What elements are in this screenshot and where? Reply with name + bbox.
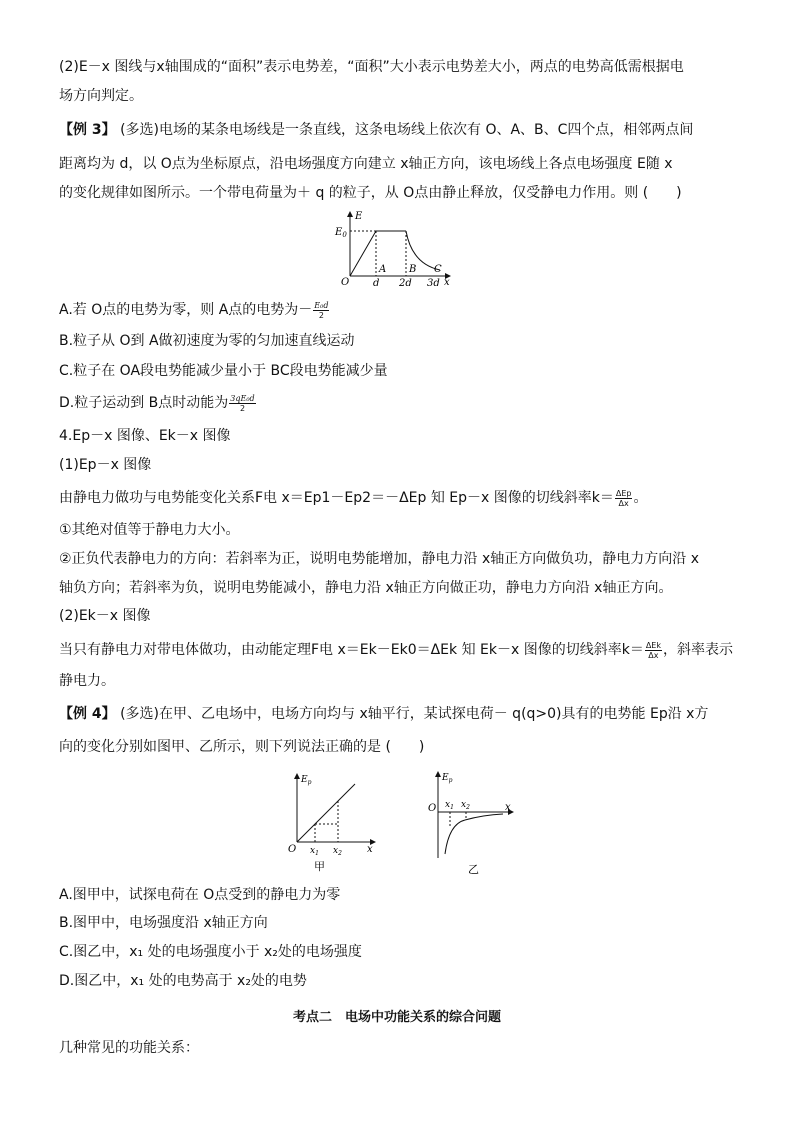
graph-e-x — [330, 208, 455, 288]
graph2-label-x: x — [367, 844, 373, 855]
graph1-label-b: B — [409, 264, 417, 275]
section-heading-kp2: 考点二 电场中功能关系的综合问题 — [292, 1010, 501, 1025]
section-4-1-point2-cont: 轴负方向；若斜率为负，说明电势能减小，静电力沿 x轴正方向做正功，静电力方向沿 x轴正方向。 — [59, 580, 673, 596]
option-a-fraction — [313, 301, 329, 320]
section-4-2-num: ΔEk — [645, 640, 661, 650]
section-4-2-heading: (2)Ek－x 图像 — [59, 608, 151, 624]
section-4-1-heading: (1)Ep－x 图像 — [59, 457, 152, 473]
example3-line3: 的变化规律如图所示。一个带电荷量为＋ q 的粒子，从 O点由静止释放，仅受静电力作用。则 ( ) — [59, 185, 682, 201]
section-4-2-fraction — [645, 641, 662, 660]
graph1-curve — [350, 231, 406, 276]
graph3-curve — [445, 814, 503, 854]
q4-option-a: A.图甲中，试探电荷在 O点受到的静电力为零 — [59, 887, 341, 903]
example3-tag: 【例 3】 — [59, 122, 116, 138]
q4-option-c: C.图乙中，x₁ 处的电场强度小于 x₂处的电场强度 — [59, 944, 362, 960]
section-4-2-para-cont: 静电力。 — [59, 673, 115, 689]
example3-text1: (多选)电场的某条电场线是一条直线，这条电场线上依次有 O、A、B、C四个点，相邻两点间 — [120, 122, 694, 138]
graph-jia — [285, 770, 380, 878]
graph1-label-d: d — [373, 278, 380, 288]
option-c: C.粒子在 OA段电势能减少量小于 BC段电势能减少量 — [59, 363, 388, 379]
section-4-1-point1: ①其绝对值等于静电力大小。 — [59, 522, 240, 538]
graph2-label-x2: $x_2$ — [333, 846, 342, 857]
q4-option-d: D.图乙中，x₁ 处的电势高于 x₂处的电势 — [59, 973, 307, 989]
section-4-1-end: 。 — [633, 490, 648, 506]
graph3-label-x2: $x_2$ — [461, 800, 470, 811]
section-4-heading: 4.Ep－x 图像、Ek－x 图像 — [59, 428, 231, 444]
example4-line1 — [59, 704, 708, 724]
option-b: B.粒子从 O到 A做初速度为零的匀加速直线运动 — [59, 333, 355, 349]
section-4-1-fraction — [615, 489, 633, 508]
graph1-label-e: E — [355, 211, 363, 222]
graph1-label-c: C — [434, 264, 442, 275]
option-d — [59, 393, 257, 413]
graph3-label-x1: $x_1$ — [445, 800, 454, 811]
graph3-caption: 乙 — [468, 863, 479, 876]
section-4-1-point2: ②正负代表静电力的方向：若斜率为正，说明电势能增加，静电力沿 x轴正方向做负功，静电力方向沿 x — [59, 551, 700, 567]
section-4-2-para — [59, 640, 733, 660]
section-4-2-end: ，斜率表示 — [663, 642, 733, 658]
q4-option-b: B.图甲中，电场强度沿 x轴正方向 — [59, 915, 268, 931]
graph2-label-ep: $E_p$ — [301, 775, 312, 786]
section-4-2-text: 当只有静电力对带电体做功，由动能定理F电 x＝Ek－Ek0＝ΔEk 知 Ek－x 图像的切线斜率k＝ — [59, 642, 644, 658]
graph3-label-x: x — [505, 802, 511, 813]
para-e-x-area-cont: 场方向判定。 — [59, 88, 143, 104]
section-4-1-den: Δx — [618, 498, 629, 508]
graph1-label-2d: 2d — [399, 278, 412, 288]
option-a — [59, 300, 330, 320]
graph2-label-o: O — [288, 844, 297, 855]
example3-line1 — [59, 120, 693, 140]
graph3-label-o: O — [428, 803, 437, 814]
section-4-1-num: ΔEp — [615, 488, 632, 498]
example4-tag: 【例 4】 — [59, 706, 116, 722]
graph1-label-x: x — [444, 277, 450, 288]
graph2-caption: 甲 — [314, 860, 325, 873]
example3-line2: 距离均为 d，以 O点为坐标原点，沿电场强度方向建立 x轴正方向，该电场线上各点电场强度 E随 x — [59, 156, 673, 172]
graph3-label-ep: $E_p$ — [442, 773, 453, 784]
para-e-x-area: (2)E－x 图线与x轴围成的“面积”表示电势差，“面积”大小表示电势差大小，两点的电势高低需根据电 — [59, 59, 684, 75]
option-a-text: A.若 O点的电势为零，则 A点的电势为－ — [59, 302, 313, 318]
option-a-num: E₀d — [314, 300, 329, 310]
option-d-fraction — [229, 394, 255, 413]
graph1-label-o: O — [341, 277, 350, 288]
last-line: 几种常见的功能关系： — [59, 1040, 199, 1056]
graph2-line — [297, 784, 355, 842]
example4-text1: (多选)在甲、乙电场中，电场方向均与 x轴平行，某试探电荷－ q(q>0)具有的电势能 Ep沿 x方 — [120, 706, 709, 722]
option-d-den: 2 — [239, 403, 246, 413]
graph2-label-x1: $x_1$ — [310, 846, 319, 857]
section-4-1-para — [59, 488, 647, 508]
graph1-label-3d: 3d — [427, 278, 440, 288]
option-d-text: D.粒子运动到 B点时动能为 — [59, 395, 229, 411]
option-a-den: 2 — [318, 310, 324, 320]
graph1-label-e0: $E_0$ — [335, 227, 347, 239]
option-d-num: 3qE₀d — [230, 393, 255, 403]
section-4-2-den: Δx — [648, 650, 659, 660]
graph-yi — [425, 768, 520, 878]
graph1-label-a: A — [379, 264, 387, 275]
example4-line2: 向的变化分别如图甲、乙所示，则下列说法正确的是 ( ) — [59, 739, 425, 755]
section-4-1-text: 由静电力做功与电势能变化关系F电 x＝Ep1－Ep2＝－ΔEp 知 Ep－x 图像的切线斜率k＝ — [59, 490, 614, 506]
